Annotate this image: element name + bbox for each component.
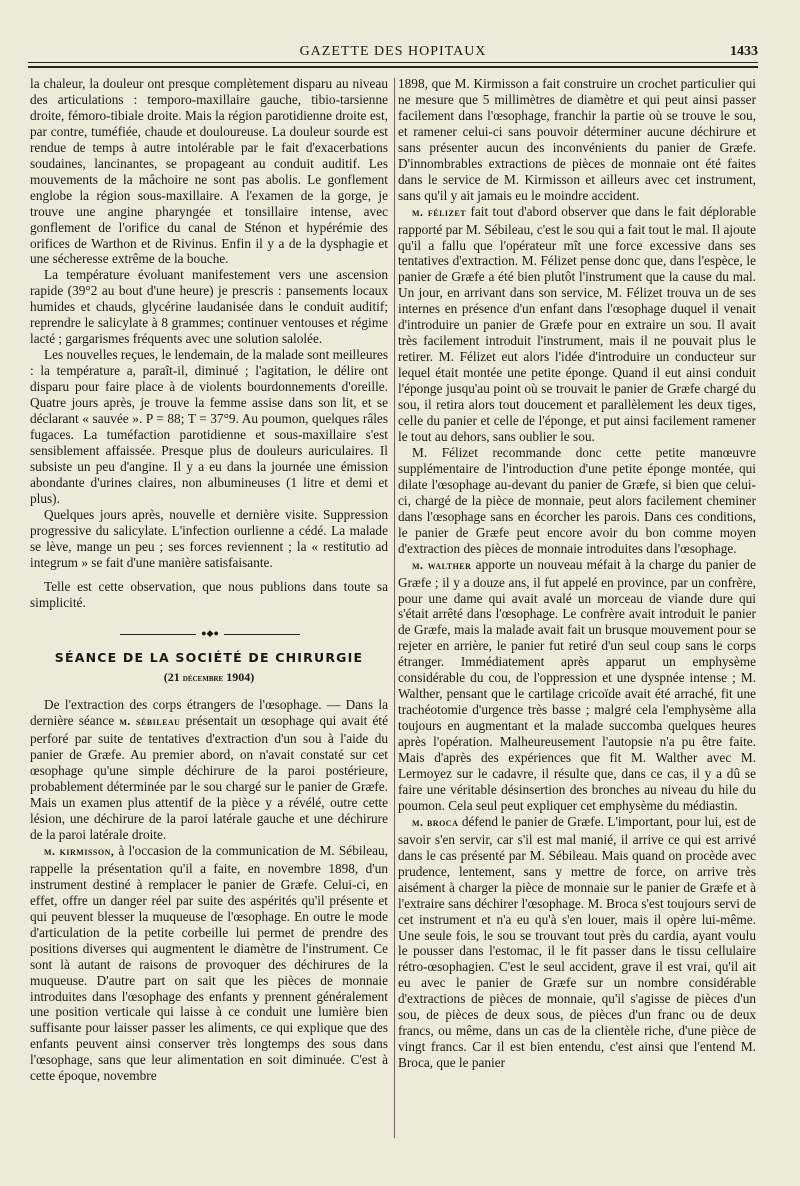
page-number: 1433 (730, 44, 758, 59)
paragraph: La température évoluant manifestement vers une ascension rapide (39°2 au bout d'une heure) je prescris : pansements locaux humides et chauds, glycérine laudanisée dans le conduit auditif; reprendre le salicylate à 8 grammes; continuer ventouses et régime lacté ; gargarismes fréquents avec une solution salolée. (30, 267, 388, 347)
paragraph: m. broca défend le panier de Græfe. L'important, pour lui, est de savoir s'en servir, car s'il est mal manié, il arrive ce qui est arrivé dans le cas présenté par M. Sébileau. Mais quand on procède avec prudence, lentement, sans y mettre de force, on arrive très aisément à charger la pièce de monnaie sur le panier de Græfe et à l'extraire sans déchirer l'œsophage. M. Broca s'est toujours servi de cet instrument et n'a eu qu'à s'en louer, mais il opère lui-même. Une seule fois, le sou se trouvant tout près du cardia, ayant voulu le pousser dans l'estomac, il le fit passer dans le tissu cellulaire rétro-œsophagien. C'est le seul accident, grave il est vrai, qu'il ait eu avec le panier de Græfe sur un nombre considérable d'extractions de pièces de monnaie, qu'il s'agisse de pièces d'un sou, de pièces de deux sous, de pièces d'un franc ou de deux francs, ou même, dans un cas de la clientèle riche, d'une pièce de vingt francs. Car il est bien entendu, c'est ainsi que l'entend M. Broca, que le panier (398, 813, 756, 1071)
section-separator (30, 624, 388, 644)
header-rule-thin (28, 62, 758, 63)
speaker-name: m. félizet (412, 206, 467, 219)
paragraph: Telle est cette observation, que nous publions dans toute sa simplicité. (30, 578, 388, 610)
paragraph: Quelques jours après, nouvelle et dernière visite. Suppression progressive du salicylate. L'infection ourlienne a cédé. La malade se lève, mange un peu ; ses forces reviennent ; la « restitutio ad integrum » se fait d'une manière satisfaisante. (30, 506, 388, 570)
paragraph: 1898, que M. Kirmisson a fait construire un crochet particulier qui ne mesure que 5 millimètres de diamètre et qui peut ainsi passer facilement dans l'œsophage, franchir la partie où se trouve le sou, et ramener celui-ci sans pouvoir déterminer aucune déchirure et sans présenter aucun des inconvénients du panier de Græfe. D'innombrables extractions de pièces de monnaie ont été faites dans le service de M. Kirmisson et ailleurs avec cet instrument, sans qu'il y ait jamais eu le moindre accident. (398, 76, 756, 203)
paragraph: Les nouvelles reçues, le lendemain, de la malade sont meilleures : la température a, paraît-il, diminué ; l'agitation, le délire ont disparu pour faire place à de violents bourdonnements d'oreille. Quatre jours après, je trouve la femme assise dans son lit, et se déclarant « sauvée ». P = 88; T = 37°9. Au poumon, quelques râles fugaces. La tuméfaction parotidienne et sous-maxillaire s'est sensiblement affaissée. Presque plus de douleurs auriculaires. Il subsiste un peu d'angine. Il y a eu dans la journée une émission abondante d'urines claires, non albumineuses (1 litre et demi et plus). (30, 347, 388, 506)
speaker-name: m. sébileau (119, 716, 181, 729)
paragraph: m. walther apporte un nouveau méfait à la charge du panier de Græfe ; il y a douze ans, il fut appelé en province, par un confrère, pour une dame qui avait avalé un morceau de viande dure qui s'était arrêté dans l'œsophage. Le confrère avait introduit le panier de Græfe, mais la malade avait fait un brusque mouvement pour se rejeter en arrière, le panier fut retiré d'un seul coup sans le corps étranger. Immédiatement après apparut un emphysème considérable du cou, de l'oppression et une dyspnée intense ; M. Walther, pensant que le cartilage cricoïde avait été arraché, fit une trachéotomie d'urgence très basse ; malgré cela l'emphysème alla toujours en augmentant et la malade succomba quelques heures après l'opération. Malheureusement l'autopsie n'a pu être faite. Mais d'après des expériences que fit M. Walther avec M. Lermoyez sur le cadavre, il résulte que, dans ce cas, il y a dû se faire une véritable désinsertion des bronches au niveau du hile du poumon. Cela seul peut expliquer cet emphysème du médiastin. (398, 556, 756, 813)
speaker-name: m. broca (412, 816, 459, 829)
column-divider (394, 78, 395, 1138)
section-title: SÉANCE DE LA SOCIÉTÉ DE CHIRURGIE (54, 650, 364, 666)
paragraph: m. félizet fait tout d'abord observer que dans le fait déplorable rapporté par M. Sébileau, c'est le sou qui a fait tout le mal. Il ajoute qu'il a fallu que l'opérateur mît une force excessive dans ses tentatives d'extraction. M. Félizet pense donc que, dans l'espèce, le panier de Græfe a été bien plutôt l'instrument que la cause du mal. Un jour, en arrivant dans son service, M. Félizet trouva un de ses internes en présence d'un enfant dans l'œsophage duquel il venait d'introduire un panier de Græfe pour en extraire un sou. Il avait très facilement introduit l'instrument, mais il ne pouvait plus le retirer. M. Félizet eut alors l'idée d'introduire un conducteur sur lequel était montée une petite éponge. Quand il eut ainsi conduit l'éponge jusqu'au point où se trouvait le panier de Græfe chargé du sou, il retira alors tout doucement et parallèlement les deux tiges, celle du panier et celle de l'éponge, et put ainsi facilement ramener le tout au dehors, sans oublier le sou. (398, 203, 756, 444)
header-rule-thick (28, 66, 758, 68)
speaker-name: m. walther (412, 559, 472, 572)
section-date: (21 décembre 1904) (163, 670, 255, 685)
paragraph: M. Félizet recommande donc cette petite manœuvre supplémentaire de l'introduction d'une petite éponge montée, qui dilate l'œsophage au-devant du panier de Græfe, si bien que celui-ci, chargé de la pièce de monnaie, peut alors facilement cheminer dans l'œsophage sans en écorcher les parois. Dans ces conditions, le panier de Græfe peut encore avoir du bon comme moyen d'extraction des pièces de monnaie introduites dans l'œsophage. (398, 444, 756, 556)
speaker-name: m. kirmisson, (44, 845, 115, 858)
paragraph: De l'extraction des corps étrangers de l'œsophage. — Dans la dernière séance m. sébileau présentait un œsophage qui avait été perforé par suite de tentatives d'extraction d'un sou à l'aide du panier de Græfe. Au premier abord, on n'avait constaté sur cet œsophage qu'une simple déchirure de la paroi postérieure, probablement déterminée par le sou chargé sur le panier de Græfe. Mais un examen plus attentif de la pièce y a révélé, outre cette lésion, une déchirure de la paroi latérale gauche et une déchirure de la paroi latérale droite. (30, 697, 389, 842)
paragraph: m. kirmisson, à l'occasion de la communication de M. Sébileau, rappelle la présentation qu'il a faite, en novembre 1898, d'un instrument destiné à remplacer le panier de Græfe. Celui-ci, en effet, offre un danger réel par suite des aspérités qu'il présente et qui peuvent blesser la muqueuse de l'œsophage. En outre le mode d'articulation de la petite corbeille lui permet de prendre des positions diverses qui augmentent le diamètre de l'instrument. Ce sont là autant de raisons de provoquer des déchirures de la muqueuse. D'autre part on sait que les pièces de monnaie introduites dans l'œsophage des enfants y prennent généralement une position verticale qui laisse à ce conduit une lumière bien suffisante pour laisser passer les aliments, ce qui explique que des enfants peuvent ainsi conserver très longtemps des sous dans l'œsophage, sans que leur alimentation en soit diminuée. C'est à cette époque, novembre (30, 842, 389, 1084)
right-column (398, 76, 756, 1071)
paragraph: la chaleur, la douleur ont presque complètement disparu au niveau des articulations : temporo-maxillaire gauche, tibio-tarsienne droite, fémoro-tibiale droite. Mais la région parotidienne droite est, par contre, tuméfiée, chaude et douloureuse. La douleur sourde est rendue de temps à autre intolérable par le fait d'exacerbations soudaines, lancinantes, se propageant au conduit auditif. Les mouvements de la mâchoire ne sont pas abolis. Le gonflement englobe la région sous-maxillaire. A l'examen de la gorge, je trouve une angine pharyngée et tonsillaire intense, avec gonflement de l'orifice du canal de Sténon et hypérémie des orifices de Warthon et de Rivinus. Enfin il y a de la dysphagie et une sécheresse extrême de la bouche. (30, 76, 388, 267)
left-column (30, 76, 388, 1084)
ornament-icon: ●◆● (196, 628, 224, 638)
journal-title: GAZETTE DES HOPITAUX (299, 44, 487, 59)
page-header (28, 40, 758, 64)
